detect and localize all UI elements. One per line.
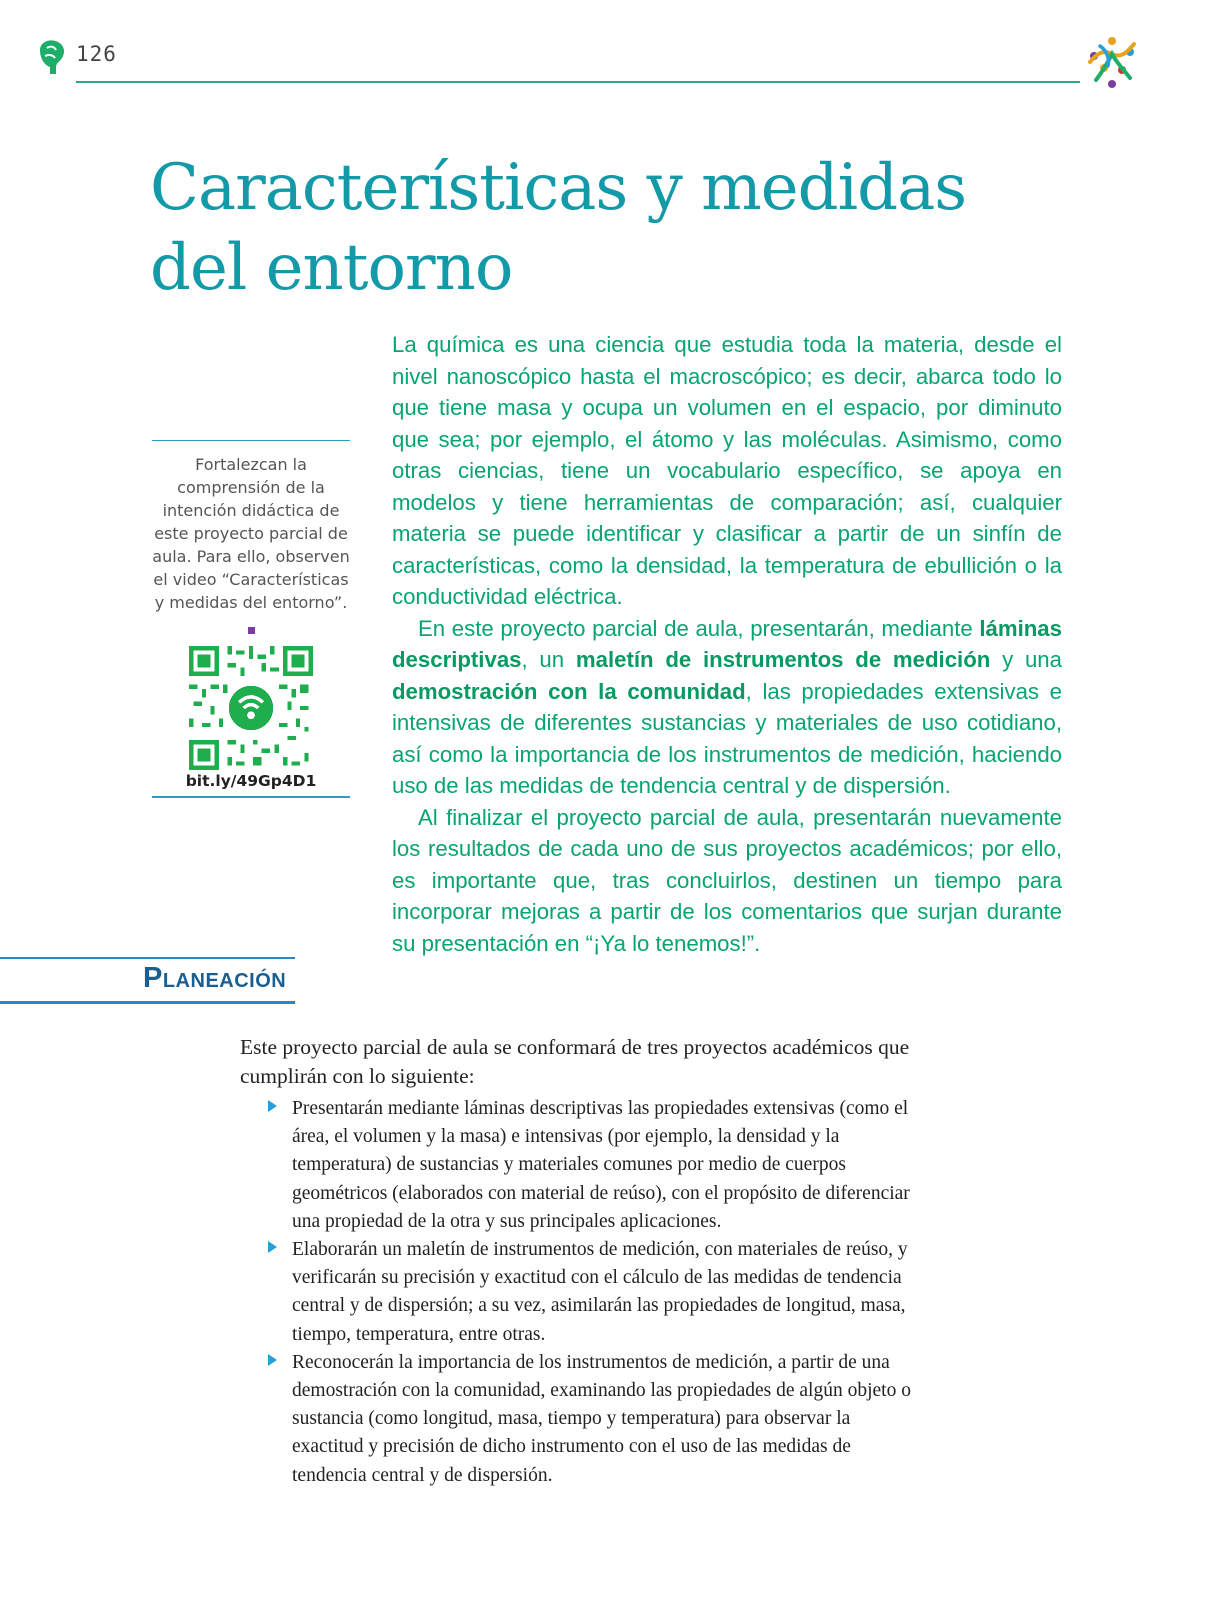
page-title-line2: del entorno [150,231,513,305]
section-rule-bottom [0,1001,295,1004]
list-item-text: Elaborarán un maletín de instrumentos de medición, con materiales de reúso, y verificarán su precisión y exactitud con el cálculo de las medidas de tendencia central y de dispersión; a su vez, asimilarán las propiedades de longitud, masa, tiempo, temperatura, entre otras. [292,1239,908,1345]
qr-code[interactable] [189,646,313,770]
list-item [292,1349,920,1490]
intro-p2-bold-demostracion: demostración con la comunidad [392,678,746,704]
video-link[interactable]: bit.ly/49Gp4D1 [185,772,317,790]
list-item-text: Reconocerán la importancia de los instrumentos de medición, a partir de una demostración con la comunidad, examinando las propiedades de algún objeto o sustancia (como longitud, masa, tiempo y temperatura) para observar la exactitud y precisión de dicho instrumento con el uso de las medidas de tendencia central y de dispersión. [292,1351,911,1486]
video-sidebar [152,440,350,798]
section-rule-top [0,957,295,959]
intro-paragraph-2 [392,613,1062,802]
planning-list [240,1095,920,1490]
sidebar-text: Fortalezcan la comprensión de la intención didáctica de este proyecto parcial de aula. Para ello, observen el video “Características y medidas del entorno”. [152,455,350,612]
planning-body [240,1033,920,1490]
leaf-icon [36,36,70,76]
intro-paragraph-1: La química es una ciencia que estudia toda la materia, desde el nivel nanoscópico hasta el macroscópico; es decir, abarca todo lo que tiene masa y ocupa un volumen en el espacio, por diminuto que sea; por ejemplo, el átomo y las moléculas. Asimismo, como otras ciencias, tiene un vocabulario específico, se apoya en modelos y tiene herramientas de comparación; así, cualquier materia se puede identificar y clasificar a partir de un sinfín de características, como la densidad, la temperatura de ebullición o la conductividad eléctrica. [392,332,1062,609]
intro-p2-part: , las propiedades extensivas e intensivas de diferentes sustancias y materiales de uso cotidiano, así como la importancia de los instrumentos de medición, haciendo uso de las medidas de tendencia central y de dispersión. [392,678,1062,798]
intro-text [392,329,1062,959]
planning-intro: Este proyecto parcial de aula se conformará de tres proyectos académicos que cumplirán con lo siguiente: [240,1035,910,1088]
community-logo [1082,32,1142,92]
header-rule [76,81,1080,83]
intro-paragraph-3: Al finalizar el proyecto parcial de aula, presentarán nuevamente los resultados de cada uno de sus proyectos académicos; por ello, es importante que, tras concluirlos, destinen un tiempo para incorporar mejoras a partir de los comentarios que surjan durante su presentación en “¡Ya lo tenemos!”. [392,804,1062,956]
section-heading: Planeación [143,962,287,994]
intro-p2-part: y una [990,647,1062,672]
page-number: 126 [76,42,117,66]
bullet-triangle-icon [268,1100,277,1112]
intro-p2-bold-maletin: maletín de instrumentos de medición [575,647,991,672]
list-item [292,1236,920,1349]
intro-p2-bold-laminas: láminas descriptivas [392,615,1062,672]
bullet-triangle-icon [268,1241,277,1253]
page-title [150,148,966,308]
sidebar-marker [248,627,255,634]
page-title-line1: Características y medidas [150,151,967,225]
list-item [292,1095,920,1236]
intro-p2-part: , un [521,647,576,672]
list-item-text: Presentarán mediante láminas descriptivas las propiedades extensivas (como el área, el volumen y la masa) e intensivas (por ejemplo, la densidad y la temperatura) de sustancias y materiales comunes por medio de cuerpos geométricos (elaborados con material de reúso), con el propósito de diferenciar una propiedad de la otra y sus principales aplicaciones. [292,1098,910,1232]
intro-p2-part: En este proyecto parcial de aula, presentarán, mediante [418,615,980,641]
bullet-triangle-icon [268,1354,277,1366]
